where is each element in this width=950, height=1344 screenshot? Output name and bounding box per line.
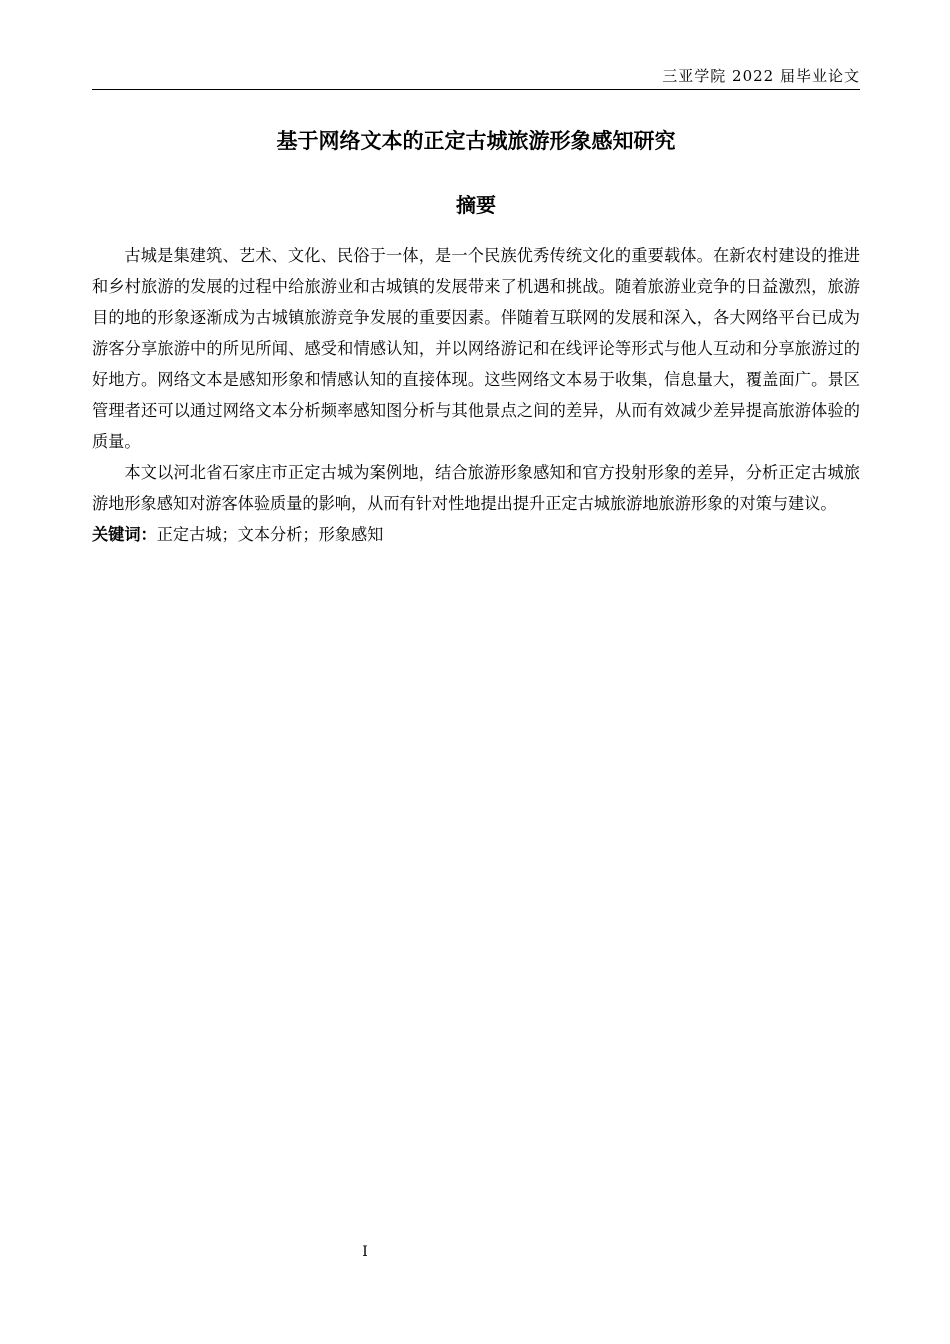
paper-title: 基于网络文本的正定古城旅游形象感知研究: [276, 129, 676, 153]
abstract-paragraph: 本文以河北省石家庄市正定古城为案例地，结合旅游形象感知和官方投射形象的差异，分析正定古城旅游地形象感知对游客体验质量的影响，从而有针对性地提出提升正定古城旅游地旅游形象的对策与建议。: [92, 463, 860, 513]
keywords-line: [92, 519, 860, 550]
running-header: 三亚学院 2022 届毕业论文: [662, 67, 860, 85]
header-rule: [92, 89, 860, 90]
keywords-text: 正定古城；文本分析；形象感知: [156, 525, 384, 544]
page-number: I: [362, 1244, 368, 1260]
abstract-heading: 摘要: [456, 193, 496, 217]
keywords-label: 关键词：: [92, 525, 157, 544]
abstract-body: [92, 240, 860, 550]
abstract-paragraph: 古城是集建筑、艺术、文化、民俗于一体，是一个民族优秀传统文化的重要载体。在新农村建设的推进和乡村旅游的发展的过程中给旅游业和古城镇的发展带来了机遇和挑战。随着旅游业竞争的日益激烈，旅游目的地的形象逐渐成为古城镇旅游竞争发展的重要因素。伴随着互联网的发展和深入，各大网络平台已成为游客分享旅游中的所见所闻、感受和情感认知，并以网络游记和在线评论等形式与他人互动和分享旅游过的好地方。网络文本是感知形象和情感认知的直接体现。这些网络文本易于收集，信息量大，覆盖面广。景区管理者还可以通过网络文本分析频率感知图分析与其他景点之间的差异，从而有效减少差异提高旅游体验的质量。: [92, 246, 860, 451]
